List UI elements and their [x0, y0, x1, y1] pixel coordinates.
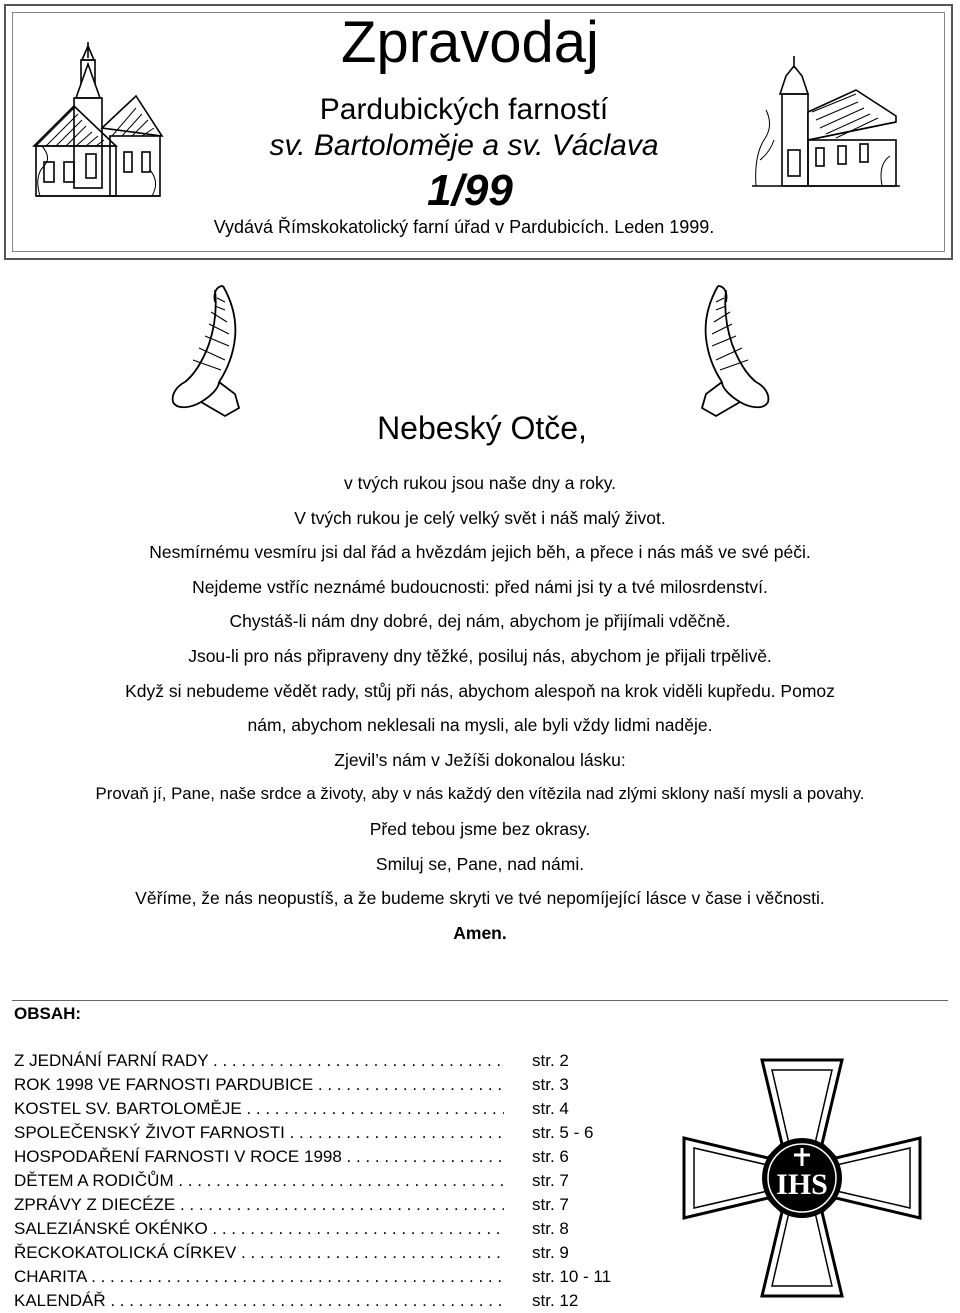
prayer-line: Nejdeme vstříc neznámé budoucnosti: před námi jsi ty a tvé milosrdenství.: [192, 576, 768, 597]
toc-entry[interactable]: [14, 1145, 654, 1169]
toc-entry-page: str. 6: [532, 1147, 569, 1166]
toc-entry[interactable]: [14, 1289, 654, 1313]
publisher-line: Vydává Římskokatolický farní úřad v Pardubicích. Leden 1999.: [213, 217, 715, 237]
toc-entry-page: str. 2: [532, 1051, 569, 1070]
prayer-line: Nesmírnému vesmíru jsi dal řád a hvězdám jejich běh, a přece i nás máš ve své péči.: [149, 542, 811, 563]
ihs-cross-emblem: [680, 1056, 924, 1300]
contents-heading: OBSAH:: [14, 1004, 82, 1023]
toc-entry-page: str. 7: [532, 1195, 569, 1214]
masthead-title: Zpravodaj: [341, 10, 599, 75]
prayer-amen: Amen.: [453, 922, 507, 943]
contents-divider: [12, 1000, 948, 1001]
prayer-line: Věříme, že nás neopustíš, a že budeme skryti ve tvé nepomíjející lásce v čase i věčnosti.: [135, 888, 825, 909]
toc-entry-page: str. 10 - 11: [532, 1267, 612, 1286]
prayer-line: Smiluj se, Pane, nad námi.: [375, 853, 585, 874]
table-of-contents: [14, 1049, 654, 1313]
toc-entry-page: str. 8: [532, 1219, 569, 1238]
prayer-line: Když si nebudeme vědět rady, stůj při nás, abychom alespoň na krok viděli kupředu. Pomoz: [125, 680, 835, 701]
praying-hands-right-illustration: [676, 282, 776, 422]
toc-entry-title: HOSPODAŘENÍ FARNOSTI V ROCE 1998 . . .: [14, 1145, 504, 1169]
prayer-line: Zjevil’s nám v Ježíši dokonalou lásku:: [334, 749, 626, 770]
toc-entry-title: ROK 1998 VE FARNOSTI PARDUBICE . . .: [14, 1073, 504, 1097]
toc-entry-page: str. 4: [532, 1099, 569, 1118]
prayer-line: nám, abychom neklesali na mysli, ale byli vždy lidmi naděje.: [247, 715, 713, 736]
toc-entry-title: SPOLEČENSKÝ ŽIVOT FARNOSTI . . .: [14, 1121, 504, 1145]
prayer-line: v tvých rukou jsou naše dny a roky.: [343, 473, 617, 493]
prayer-title: Nebeský Otče,: [377, 410, 587, 446]
praying-hands-left-illustration: [165, 282, 265, 422]
toc-entry-title: Z JEDNÁNÍ FARNÍ RADY . . .: [14, 1049, 504, 1073]
toc-entry[interactable]: [14, 1265, 654, 1289]
toc-entry-page: str. 12: [532, 1291, 579, 1310]
prayer-text: [0, 466, 960, 950]
toc-entry[interactable]: [14, 1217, 654, 1241]
toc-entry[interactable]: [14, 1073, 654, 1097]
prayer-line: Před tebou jsme bez okrasy.: [369, 818, 591, 839]
toc-entry-title: KOSTEL SV. BARTOLOMĚJE . . .: [14, 1097, 504, 1121]
prayer-line: Jsou-li pro nás připraveny dny těžké, posiluj nás, abychom je přijali trpělivě.: [188, 645, 772, 666]
prayer-line: Chystáš-li nám dny dobré, dej nám, abychom je přijímali vděčně.: [229, 611, 731, 632]
toc-entry-title: ŘECKOKATOLICKÁ CÍRKEV . . .: [14, 1241, 504, 1265]
issue-number: 1/99: [427, 166, 513, 215]
masthead-subtitle: Pardubických farností: [319, 93, 609, 126]
toc-entry-page: str. 5 - 6: [532, 1123, 594, 1142]
toc-entry-page: str. 9: [532, 1243, 569, 1262]
toc-entry[interactable]: [14, 1169, 654, 1193]
toc-entry[interactable]: [14, 1241, 654, 1265]
toc-entry[interactable]: [14, 1193, 654, 1217]
toc-entry-page: str. 3: [532, 1075, 569, 1094]
ihs-monogram: IHS: [776, 1168, 828, 1201]
toc-entry-title: ZPRÁVY Z DIECÉZE . . .: [14, 1193, 504, 1217]
prayer-line: Provaň jí, Pane, naše srdce a životy, aby v nás každý den vítězila nad zlými sklony naší mysli a povahy.: [95, 784, 865, 804]
toc-entry-title: SALEZIÁNSKÉ OKÉNKO . . .: [14, 1217, 504, 1241]
masthead-parishes: sv. Bartoloměje a sv. Václava: [269, 129, 659, 162]
toc-entry-page: str. 7: [532, 1171, 569, 1190]
prayer-line: V tvých rukou je celý velký svět i náš malý život.: [294, 507, 666, 528]
toc-entry[interactable]: [14, 1049, 654, 1073]
toc-entry[interactable]: [14, 1097, 654, 1121]
toc-entry[interactable]: [14, 1121, 654, 1145]
toc-entry-title: DĚTEM A RODIČŮM . . .: [14, 1169, 504, 1193]
toc-entry-title: KALENDÁŘ . . .: [14, 1289, 504, 1313]
toc-entry-title: CHARITA . . .: [14, 1265, 504, 1289]
